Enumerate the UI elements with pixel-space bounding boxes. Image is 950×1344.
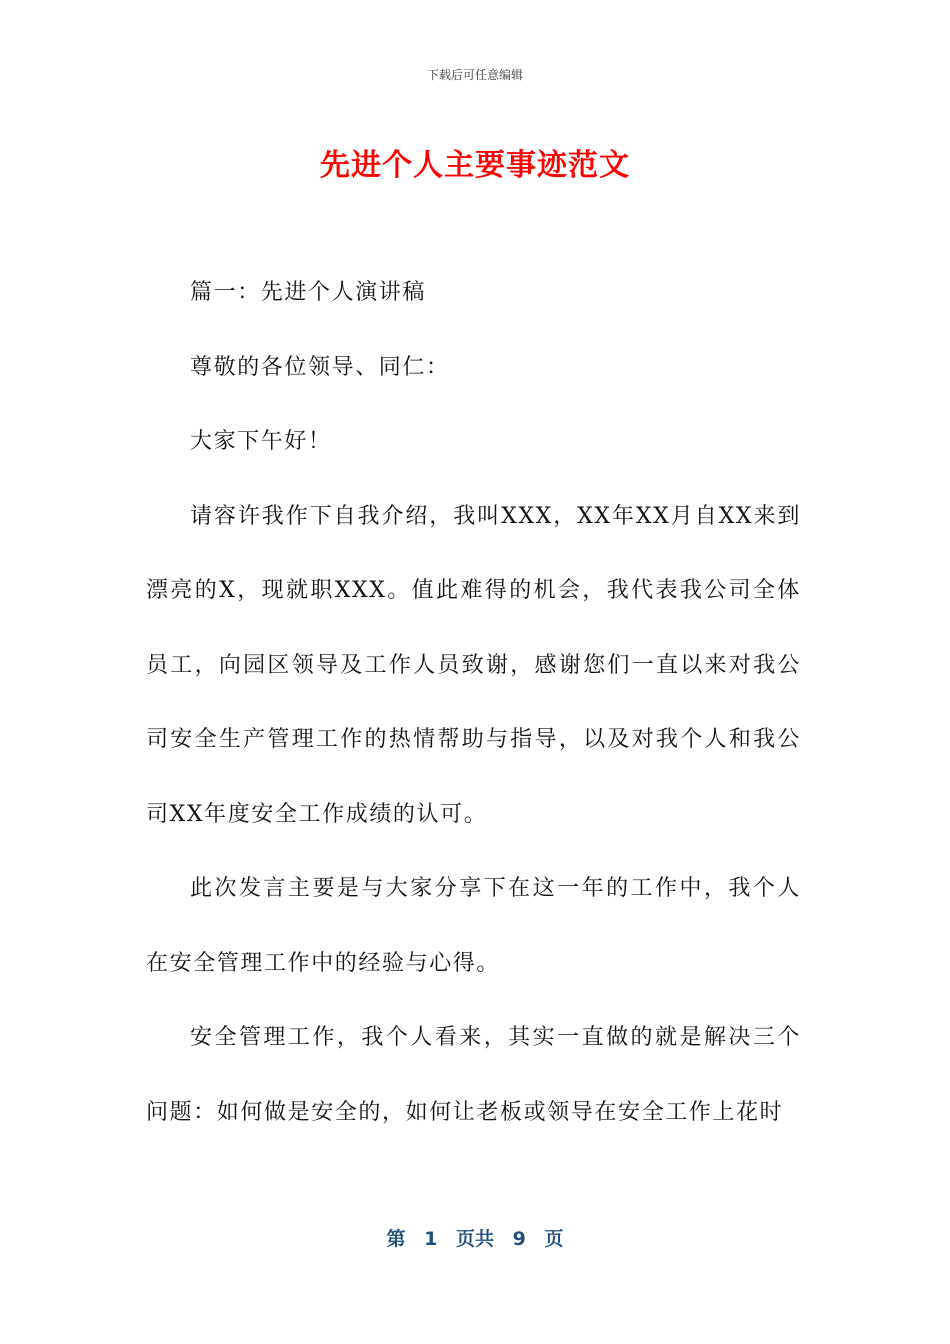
paragraph-5: 此次发言主要是与大家分享下在这一年的工作中，我个人在安全管理工作中的经验与心得。 (146, 876, 801, 976)
total-pages-number: 9 (512, 1228, 526, 1250)
paragraph-4: 请容许我作下自我介绍，我叫XXX，XX年XX月自XX来到漂亮的X，现就职XXX。值此难得的机会，我代表我公司全体员工，向园区领导及工作人员致谢，感谢您们一直以来对我公司安全生产管理工作的热情帮助与指导，以及对我个人和我公司XX年度安全工作成绩的认可。 (146, 503, 801, 827)
paragraph-6: 安全管理工作，我个人看来，其实一直做的就是解决三个问题：如何做是安全的，如何让老板或领导在安全工作上花时 (146, 1025, 801, 1125)
page-middle: 页共 (455, 1228, 494, 1250)
page-suffix: 页 (544, 1228, 564, 1250)
page-prefix: 第 (386, 1228, 406, 1250)
document-body (146, 256, 801, 1150)
paragraph-3: 大家下午好！ (190, 429, 332, 454)
header-note: 下载后可任意编辑 (426, 68, 523, 82)
document-title: 先进个人主要事迹范文 (320, 148, 630, 183)
paragraph-1: 篇一：先进个人演讲稿 (190, 280, 427, 305)
paragraph-2: 尊敬的各位领导、同仁： (190, 354, 450, 380)
page-footer (0, 1224, 950, 1251)
current-page-number: 1 (424, 1228, 438, 1250)
